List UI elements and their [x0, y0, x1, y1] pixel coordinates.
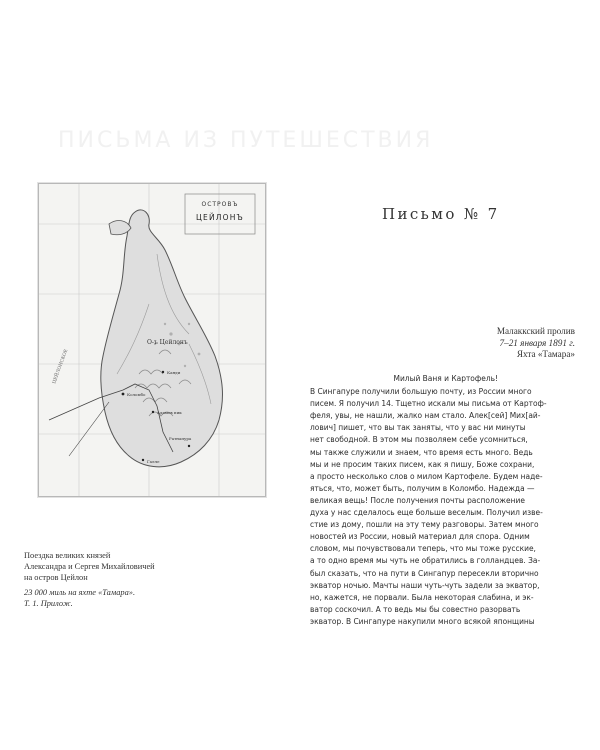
letter-date: 7–21 января 1891 г.	[499, 337, 575, 348]
sea-label: ЦЕЙЛОНСКОЕ	[52, 348, 70, 385]
letter-line: феля, увы, не нашли, жалко нам стало. Алек[сей] Мих[ай-	[310, 410, 541, 421]
island-label: О-ъ Цейлонъ	[147, 339, 188, 346]
letter-header	[497, 326, 575, 361]
letter-line: ватор соскочил. А то ведь мы бы совестно разорвать	[310, 603, 521, 614]
letter-line: мы также служили и знаем, что время есть много. Ведь	[310, 446, 533, 457]
map-title-small: ОСТРОВЪ	[201, 201, 239, 208]
letter-line: экватор ночью. Мачты наши чуть-чуть задели за экватор,	[310, 579, 540, 590]
letter-line: был сказать, что на пути в Сингапур пересекли вторично	[310, 567, 539, 578]
caption-source-1: 23 000 миль на яхте «Тамара».	[24, 588, 136, 597]
letter-line: экватор. В Сингапуре накупили много всякой японщины	[310, 615, 535, 626]
caption-source-2: Т. 1. Прилож.	[24, 599, 73, 608]
letter-line: духа у нас сделалось еще больше веселым. Получил изве-	[310, 507, 543, 518]
caption-line-2: Александра и Сергея Михайловичей	[24, 562, 155, 571]
letter-line: стие из дому, пошли на эту тему разговоры. Затем много	[310, 519, 539, 530]
map-title-large: ЦЕЙЛОНЪ	[196, 213, 244, 222]
letter-line: а просто несколько слов о милом Картофеле. Будем наде-	[310, 470, 543, 481]
letter-line: писем. Я получил 14. Тщетно искали мы письма от Картоф-	[310, 398, 547, 409]
letter-line: словом, мы почувствовали теперь, что мы тоже русские,	[310, 543, 536, 554]
letter-salutation: Милый Ваня и Картофель!	[393, 373, 498, 383]
letter-body	[310, 372, 580, 627]
bleed-through-title: ПИСЬМА ИЗ ПУТЕШЕСТВИЯ	[58, 128, 434, 153]
place-colombo: Коломбо	[127, 392, 146, 397]
letter-line: но, кажется, не порвали. Была некоторая слабина, и эк-	[310, 591, 534, 602]
map-drawing	[39, 184, 265, 496]
letter-line: мы и не просим таких писем, как я пишу, Боже сохрани,	[310, 458, 535, 469]
ceylon-map	[38, 183, 266, 497]
place-galle: Галле	[147, 459, 160, 464]
letter-vessel: Яхта «Тамара»	[516, 349, 575, 359]
place-ratnapura: Ратнапура	[169, 436, 192, 441]
place-adams-peak: Адамов пик	[157, 410, 182, 415]
letter-line: В Сингапуре получили большую почту, из России много	[310, 386, 532, 397]
caption-line-3: на остров Цейлон	[24, 573, 88, 582]
letter-title: Письмо № 7	[382, 205, 500, 223]
letter-line: новостей из России, новый материал для спора. Одним	[310, 531, 530, 542]
letter-line: великая вещь! После получения почты расположение	[310, 494, 525, 505]
place-kandy: Канди	[167, 370, 181, 375]
map-caption	[24, 550, 244, 609]
letter-line: яться, что, может быть, получим в Коломбо. Надежда —	[310, 482, 535, 493]
letter-line: нет свободной. В этом мы позволяем себе усомниться,	[310, 434, 528, 445]
letter-place: Малаккский пролив	[496, 326, 575, 336]
letter-line: а то одно время мы чуть не обратились в голландцев. За-	[310, 555, 541, 566]
caption-line-1: Поездка великих князей	[24, 551, 111, 560]
letter-line: лович] пишет, что вы так заняты, что у вас ни минуты	[310, 422, 526, 433]
